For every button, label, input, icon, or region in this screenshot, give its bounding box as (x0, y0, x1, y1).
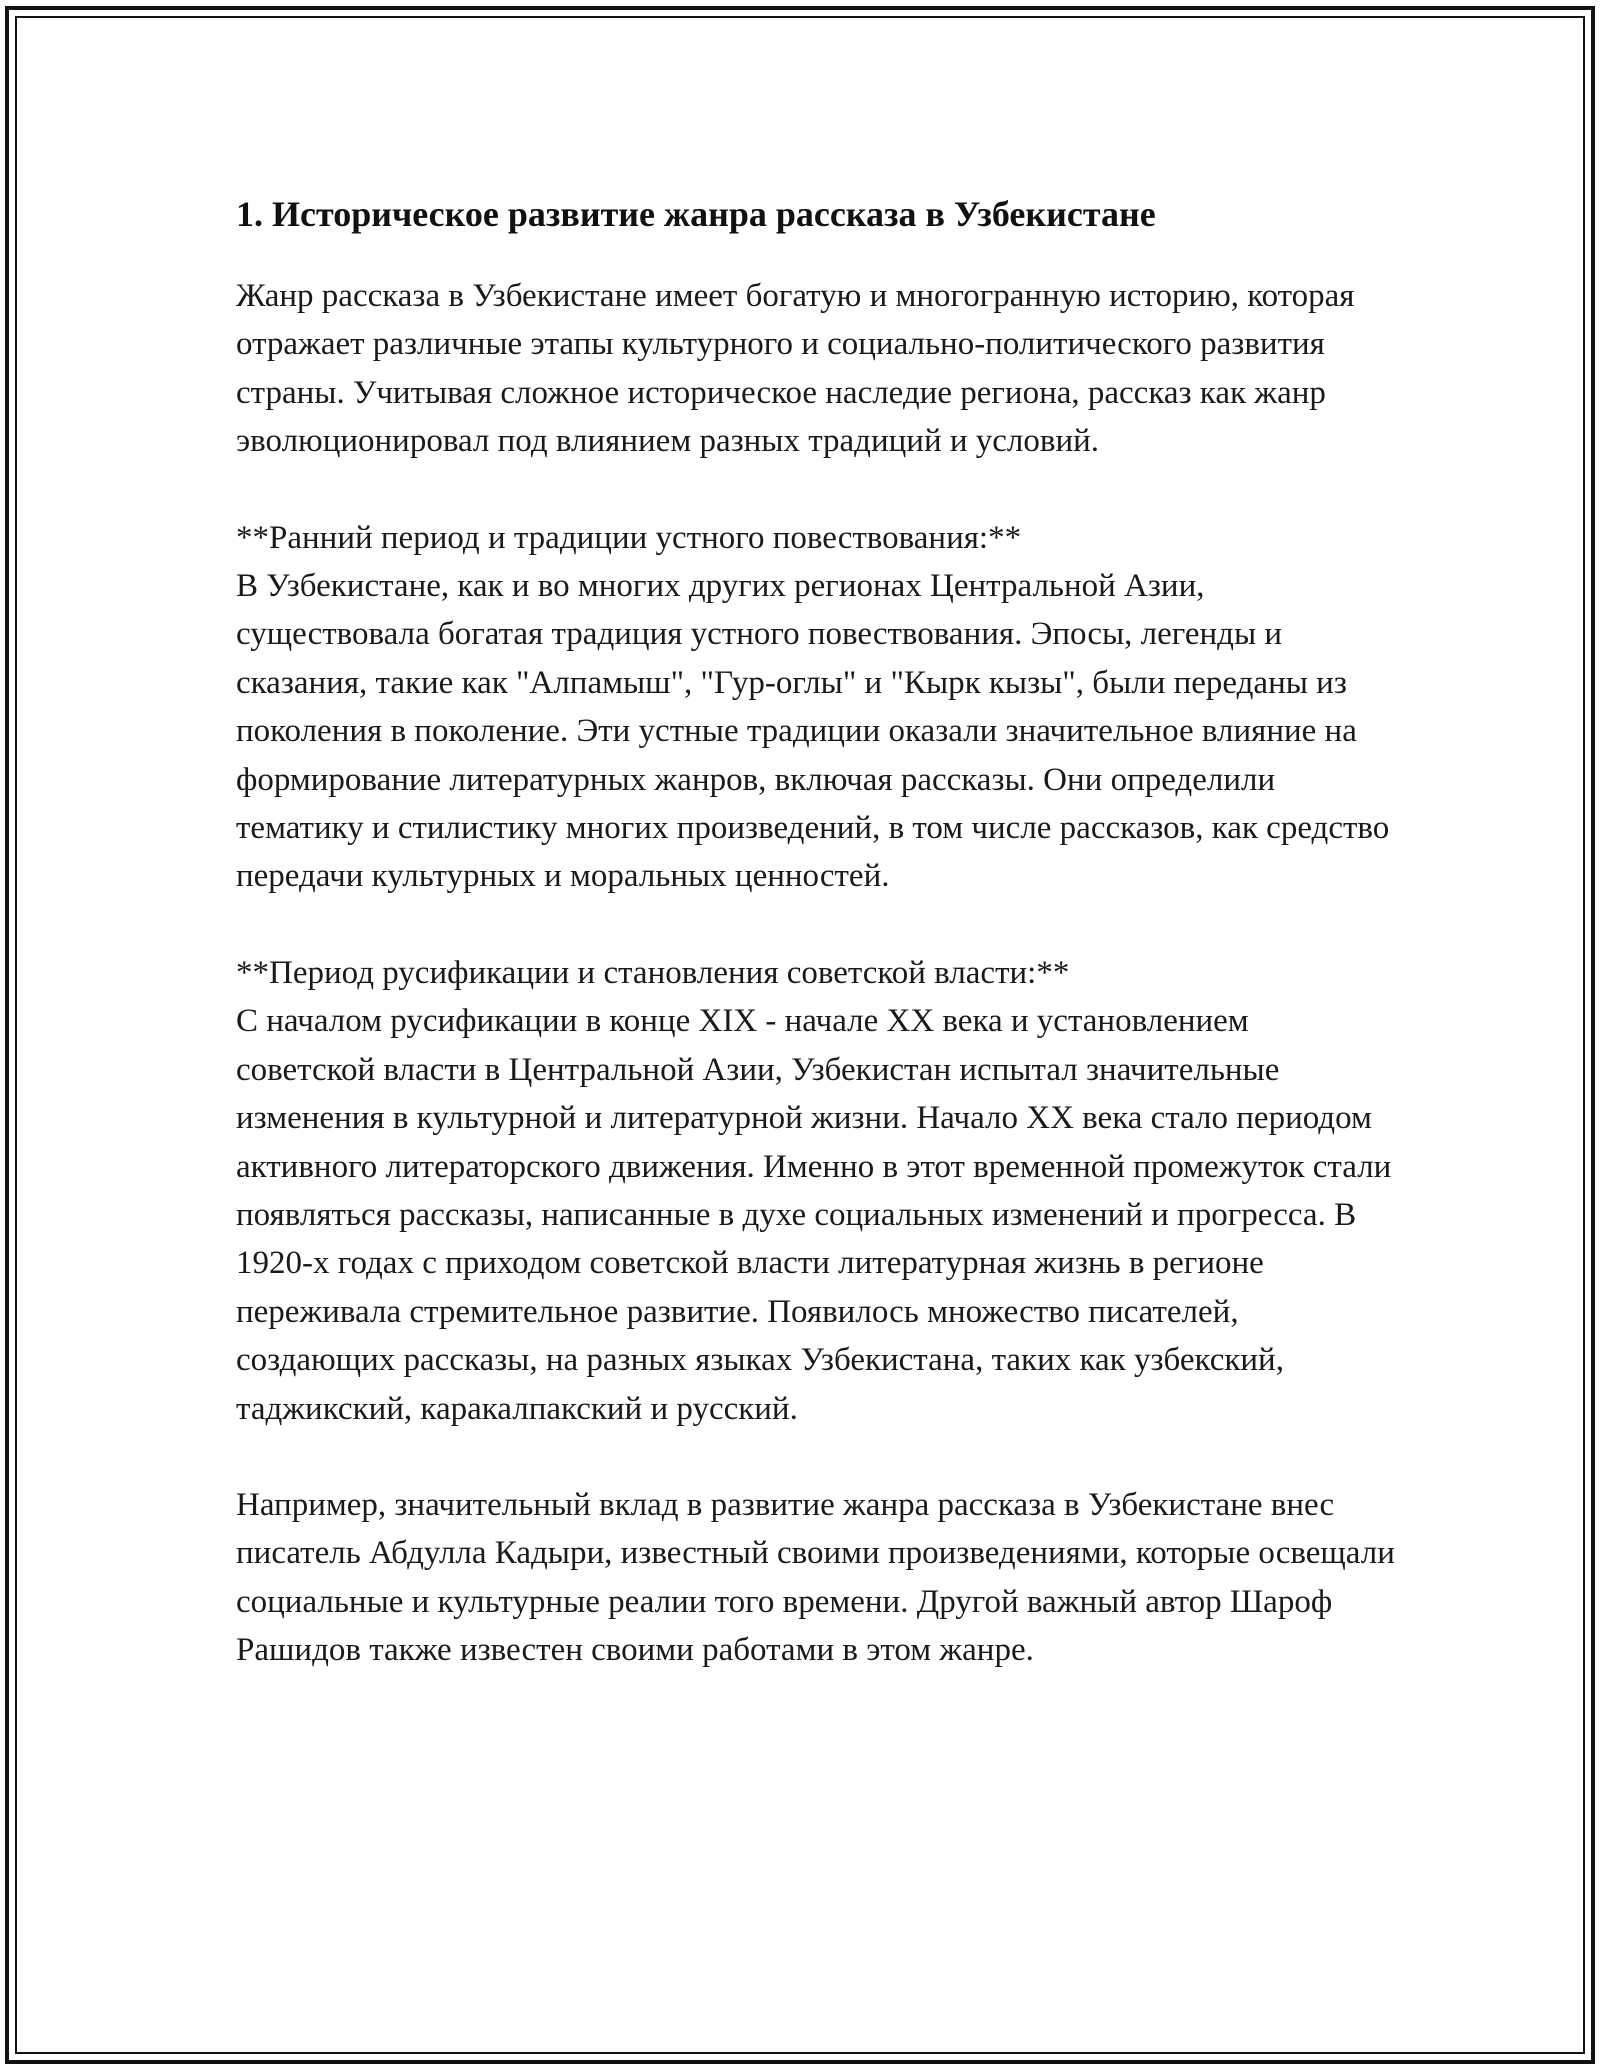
paragraph-intro (236, 272, 1396, 466)
paragraph-example (236, 1481, 1396, 1675)
paragraph-heading: **Ранний период и традиции устного повествования:** (236, 519, 1022, 556)
section-title: 1. Историческое развитие жанра рассказа в Узбекистане (236, 194, 1156, 234)
paragraph-text: В Узбекистане, как и во многих других регионах Центральной Азии, существовала богатая традиция устного повествования. Эпосы, легенды и сказания, такие как "Алпамыш", "Гур-оглы" и "Кырк кызы", были переданы из поколения в поколение. Эти устные традиции оказали значительное влияние на формирование литературных жанров, включая рассказы. Они определили тематику и стилистику многих произведений, в том числе рассказов, как средство передачи культурных и моральных ценностей. (236, 568, 1390, 895)
paragraph-heading: **Период русификации и становления советской власти:** (236, 954, 1070, 991)
paragraph-text: Жанр рассказа в Узбекистане имеет богатую и многогранную историю, которая отражает различные этапы культурного и социально-политического развития страны. Учитывая сложное историческое наследие региона, рассказ как жанр эволюционировал под влиянием разных традиций и условий. (236, 278, 1355, 460)
paragraph-text: Например, значительный вклад в развитие жанра рассказа в Узбекистане внес писатель Абдулла Кадыри, известный своими произведениями, которые освещали социальные и культурные реалии того времени. Другой важный автор Шароф Рашидов также известен своими работами в этом жанре. (236, 1486, 1395, 1669)
document-body (236, 180, 1396, 1723)
paragraph-text: С началом русификации в конце XIX - начале XX века и установлением советской власти в Центральной Азии, Узбекистан испытал значительные изменения в культурной и литературной жизни. Начало XX века стало периодом активного литераторского движения. Именно в этот временной промежуток стали появляться рассказы, написанные в духе социальных изменений и прогресса. В 1920-х годах с приходом советской власти литературная жизнь в регионе переживала стремительное развитие. Появилось множество писателей, создающих рассказы, на разных языках Узбекистана, таких как узбекский, таджикский, каракалпакский и русский. (236, 1003, 1392, 1427)
paragraph-early-period (236, 514, 1396, 901)
paragraph-soviet-period (236, 949, 1396, 1433)
